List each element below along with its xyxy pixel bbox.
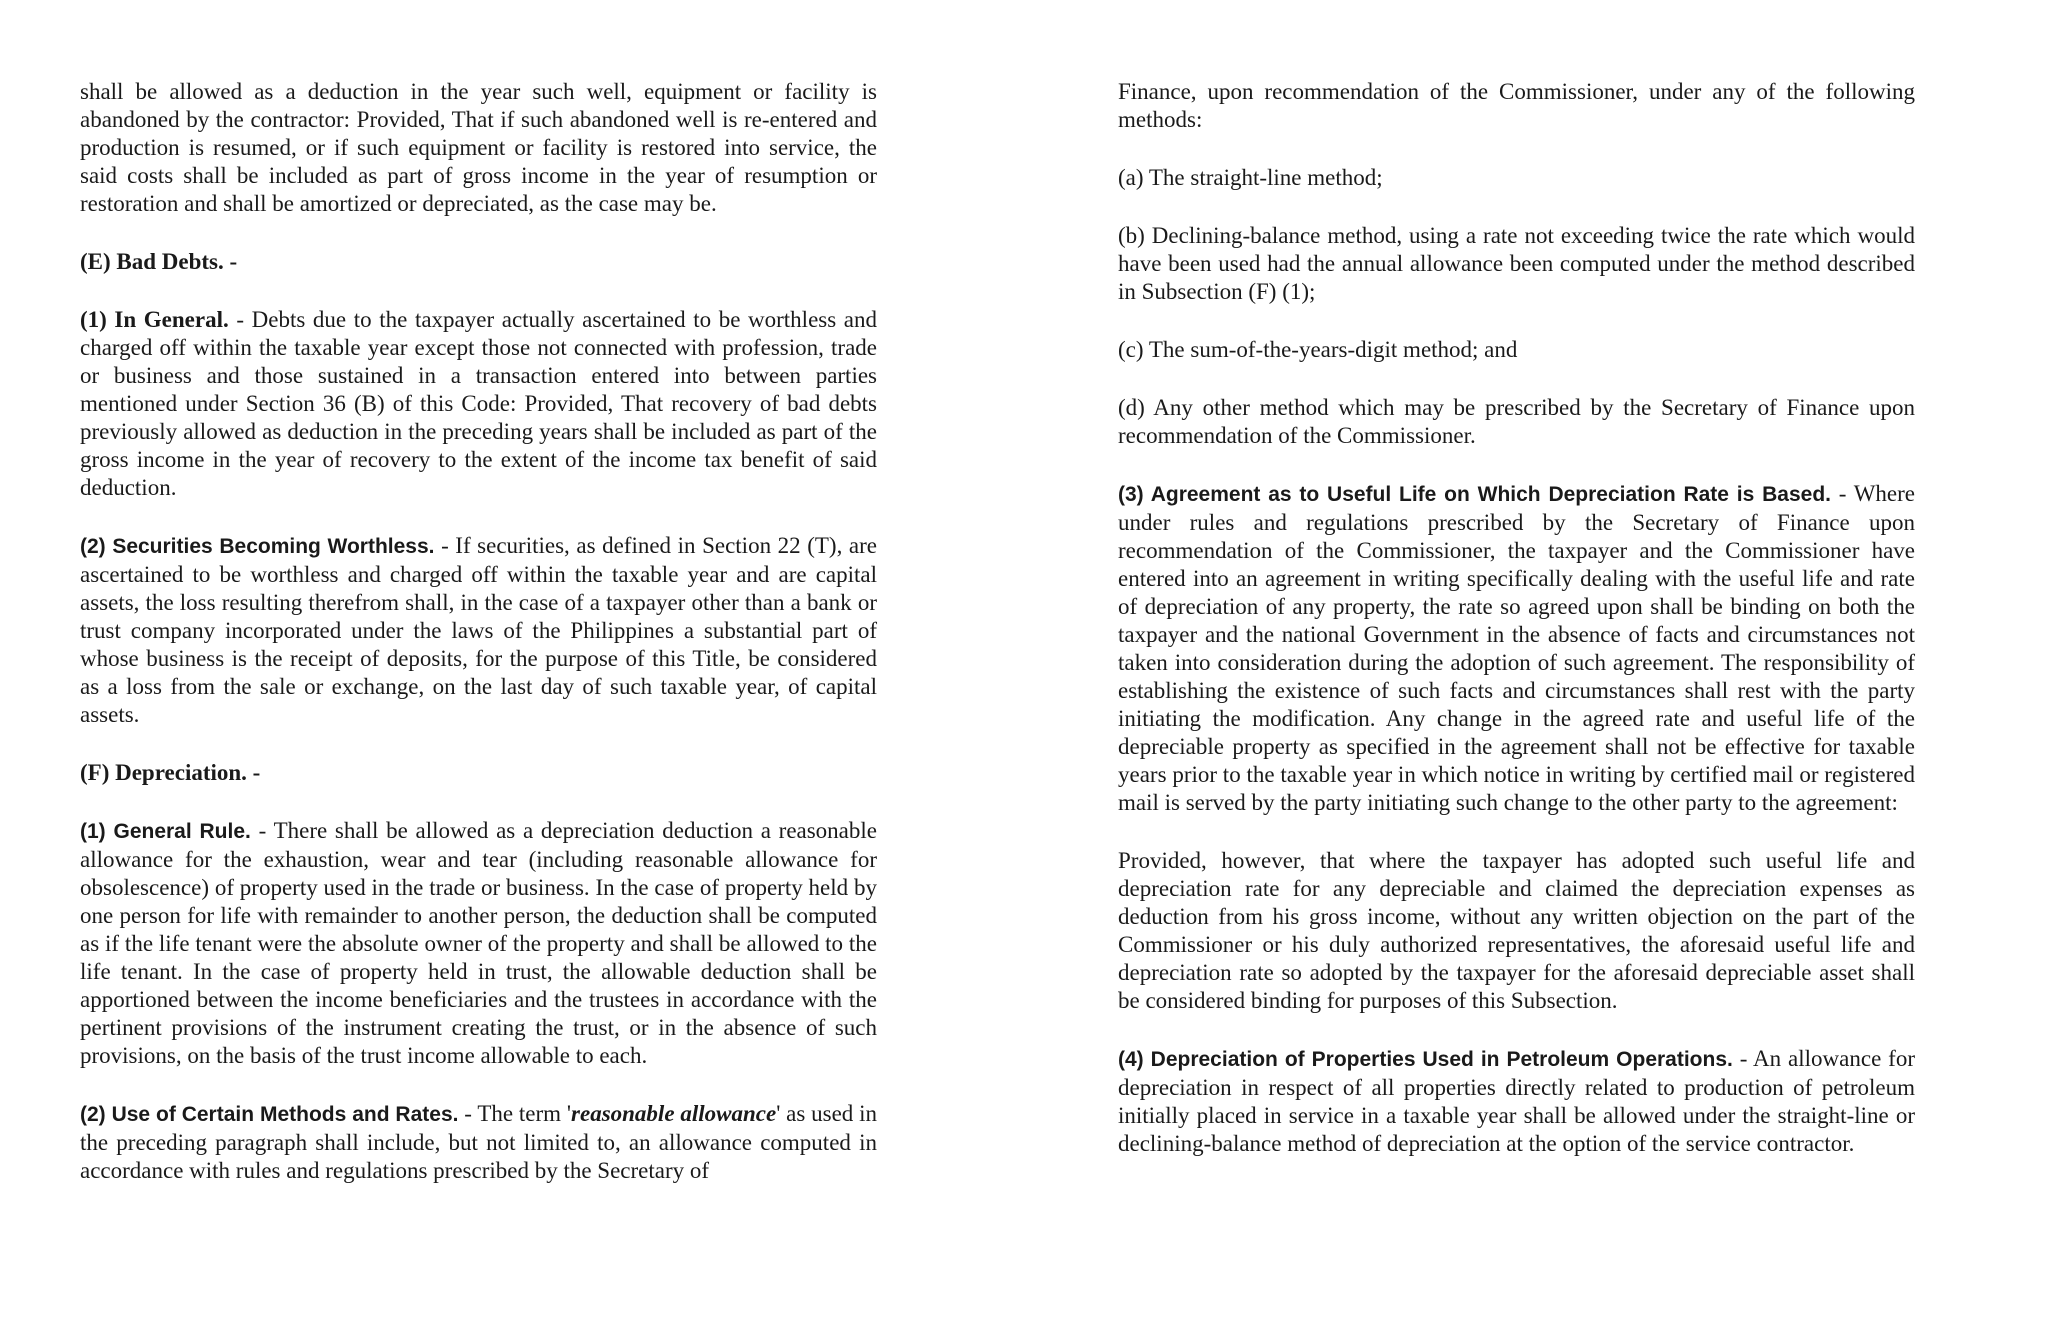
paragraph-text: ' as used in the preceding paragraph shall include, but not limited to, an allowance computed in accordance with rules and regulations prescribed by the Secretary of bbox=[80, 1101, 877, 1183]
subheading-general-rule: (1) General Rule. bbox=[80, 820, 251, 843]
subheading-securities-worthless: (2) Securities Becoming Worthless. bbox=[80, 535, 435, 558]
method-straight-line: (a) The straight-line method; bbox=[1118, 165, 1383, 190]
paragraph-text: - There shall be allowed as a depreciation deduction a reasonable allowance for the exhaustion, wear and tear (including reasonable allowance for obsolescence) of property used in the trade or business. In the case of property held by one person for life with remainder to another person, the deduction shall be computed as if the life tenant were the absolute owner of the property and shall be allowed to the life tenant. In the case of property held in trust, the allowable deduction shall be apportioned between the income beneficiaries and the trustees in accordance with the pertinent provisions of the instrument creating the trust, or in the absence of such provisions, on the basis of the trust income allowable to each. bbox=[80, 818, 877, 1068]
method-sum-of-years: (c) The sum-of-the-years-digit method; and bbox=[1118, 337, 1518, 362]
paragraph-text: - An allowance for depreciation in respect of all properties directly related to production of petroleum initially placed in service in a taxable year shall be allowed under the straight-line or declining-balance method of depreciation at the option of the service contractor. bbox=[1118, 1046, 1916, 1156]
subheading-agreement-useful-life: (3) Agreement as to Useful Life on Which Depreciation Rate is Based. bbox=[1118, 483, 1831, 506]
paragraph-securities-worthless bbox=[80, 532, 877, 729]
term-reasonable-allowance: reasonable allowance bbox=[571, 1101, 777, 1126]
paragraph-provided-however: Provided, however, that where the taxpayer has adopted such useful life and depreciation rate for any depreciable and claimed the depreciation expenses as deduction from his gross income, without any written objection on the part of the Commissioner or his duly authorized representatives, the aforesaid useful life and depreciation rate so adopted by the taxpayer for the aforesaid depreciable asset shall be considered binding for purposes of this Subsection. bbox=[1118, 848, 1915, 1013]
heading-dash: - bbox=[1830, 481, 1847, 506]
paragraph-general-rule bbox=[80, 817, 877, 1070]
method-other: (d) Any other method which may be prescribed by the Secretary of Finance upon recommendation of the Commissioner. bbox=[1118, 395, 1915, 448]
left-column bbox=[80, 78, 877, 1215]
paragraph-text: - The term ' bbox=[458, 1101, 572, 1126]
right-column bbox=[1118, 78, 1915, 1188]
paragraph-agreement-useful-life bbox=[1118, 480, 1915, 817]
paragraph-finance-methods: Finance, upon recommendation of the Commissioner, under any of the following methods: bbox=[1118, 79, 1915, 132]
subheading-in-general: (1) In General. bbox=[80, 307, 229, 332]
heading-text: (E) Bad Debts. - bbox=[80, 249, 238, 274]
paragraph-methods-and-rates bbox=[80, 1100, 877, 1185]
paragraph-text: - If securities, as defined in Section 22 (T), are ascertained to be worthless and charged off within the taxable year and are capital assets, the loss resulting therefrom shall, in the case of a taxpayer other than a bank or trust company incorporated under the laws of the Philippines a substantial part of whose business is the receipt of deposits, for the purpose of this Title, be considered as a loss from the sale or exchange, on the last day of such taxable year, of capital assets. bbox=[80, 533, 877, 727]
method-declining-balance: (b) Declining-balance method, using a rate not exceeding twice the rate which would have been used had the annual allowance been computed under the method described in Subsection (F) (1); bbox=[1118, 223, 1915, 304]
heading-text: (F) Depreciation. - bbox=[80, 760, 261, 785]
paragraph-text: Where under rules and regulations prescribed by the Secretary of Finance upon recommendation of the Commissioner, the taxpayer and the Commissioner have entered into an agreement in writing specifically dealing with the useful life and rate of depreciation of any property, the rate so agreed upon shall be binding on both the taxpayer and the national Government in the absence of facts and circumstances not taken into consideration during the adoption of such agreement. The responsibility of establishing the existence of such facts and circumstances shall rest with the party initiating the modification. Any change in the agreed rate and useful life of the depreciable property as specified in the agreement shall not be effective for taxable years prior to the taxable year in which notice in writing by certified mail or registered mail is served by the party initiating such change to the other party to the agreement: bbox=[1118, 481, 1915, 815]
paragraph-text: - Debts due to the taxpayer actually ascertained to be worthless and charged off within the taxable year except those not connected with profession, trade or business and those sustained in a transaction entered into between parties mentioned under Section 36 (B) of this Code: Provided, That recovery of bad debts previously allowed as deduction in the preceding years shall be included as part of the gross income in the year of recovery to the extent of the income tax benefit of said deduction. bbox=[80, 307, 878, 500]
paragraph-in-general bbox=[80, 306, 877, 502]
section-heading-bad-debts bbox=[80, 248, 877, 276]
paragraph-petroleum-operations bbox=[1118, 1045, 1915, 1158]
subheading-methods-and-rates: (2) Use of Certain Methods and Rates. bbox=[80, 1103, 459, 1126]
paragraph-abandoned-costs: shall be allowed as a deduction in the year such well, equipment or facility is abandoned by the contractor: Provided, That if such abandoned well is re-entered and production is resumed, or if such equipment or facility is restored into service, the said costs shall be included as part of gross income in the year of resumption or restoration and shall be amortized or depreciated, as the case may be. bbox=[80, 79, 877, 216]
subheading-petroleum-operations: (4) Depreciation of Properties Used in Petroleum Operations. bbox=[1118, 1048, 1733, 1071]
section-heading-depreciation bbox=[80, 759, 877, 787]
